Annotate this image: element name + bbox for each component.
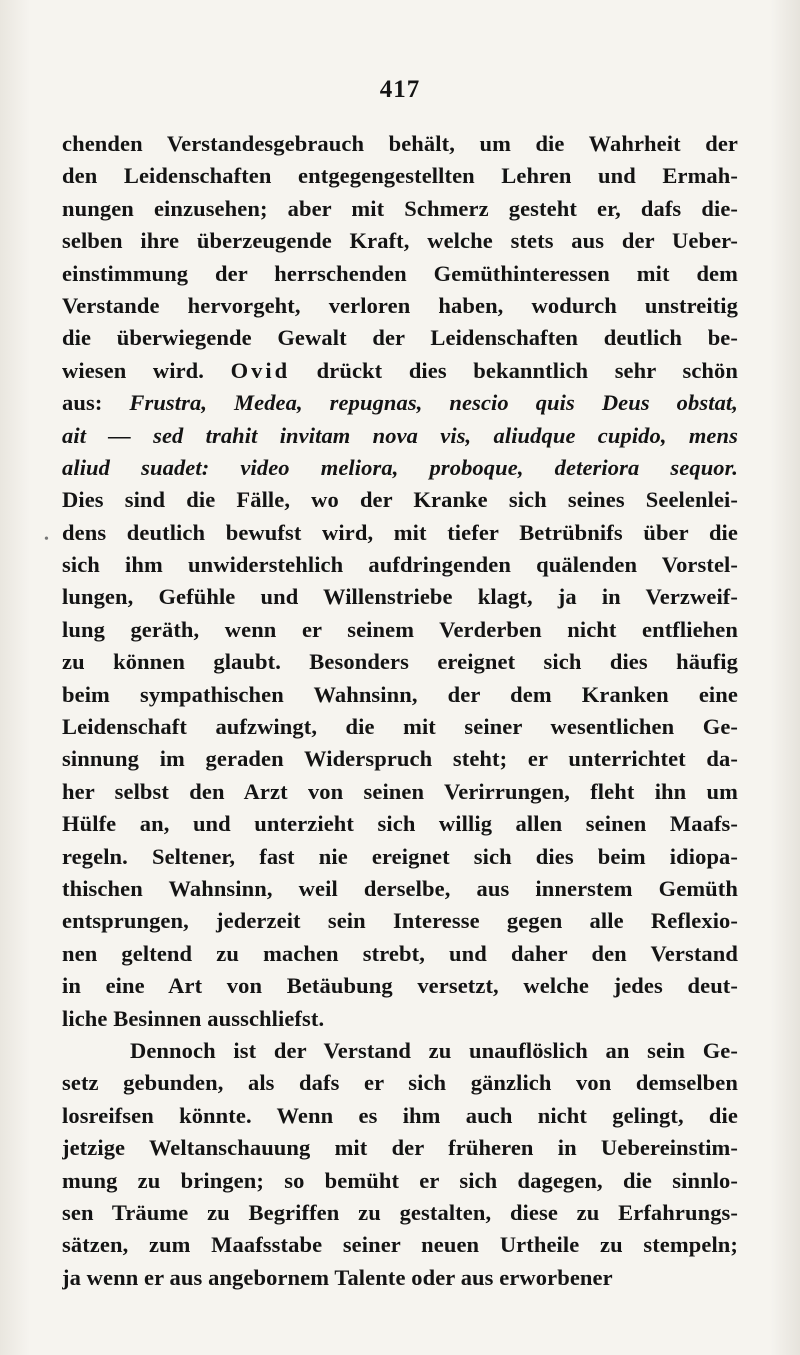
latin-quotation: aliud suadet: video meliora, proboque, deteriora sequor. — [62, 454, 738, 480]
text-run: wiesen wird. — [62, 357, 231, 383]
text-line: ja wenn er aus angebornem Talente oder aus erworbener — [62, 1264, 613, 1290]
text-line — [62, 420, 738, 452]
text-line: zu können glaubt. Besonders ereignet sich dies häufig — [62, 649, 738, 675]
text-line: Dennoch ist der Verstand zu unauflöslich an sein Ge- — [130, 1037, 738, 1063]
text-line: chenden Verstandesgebrauch behält, um die Wahrheit der — [62, 131, 738, 156]
author-name: Ovid — [230, 357, 291, 383]
text-line: sen Träume zu Begriffen zu gestalten, diese zu Erfahrungs- — [62, 1199, 738, 1225]
text-line: lungen, Gefühle und Willenstriebe klagt, ja in Verzweif- — [62, 584, 738, 610]
text-line: einstimmung der herrschenden Gemüthinteressen mit dem — [62, 260, 738, 286]
text-line: Verstande hervorgeht, verloren haben, wodurch unstreitig — [62, 292, 738, 318]
text-line: liche Besinnen ausschliefst. — [62, 1005, 325, 1031]
text-line: sätzen, zum Maafsstabe seiner neuen Urtheile zu stempeln; — [62, 1232, 738, 1258]
text-line: in eine Art von Betäubung versetzt, welche jedes deut- — [62, 973, 738, 999]
text-line: losreifsen könnte. Wenn es ihm auch nicht gelingt, die — [62, 1102, 738, 1128]
text-run: aus: — [62, 390, 130, 416]
text-line — [62, 387, 738, 419]
page-number: 417 — [379, 76, 421, 103]
text-line: setz gebunden, als dafs er sich gänzlich von demselben — [62, 1070, 738, 1096]
text-line: regeln. Seltener, fast nie ereignet sich dies beim idiopa- — [62, 843, 738, 869]
margin-mark: • — [44, 532, 49, 547]
text-line: selben ihre überzeugende Kraft, welche stets aus der Ueber- — [62, 228, 738, 254]
text-line: sinnung im geraden Widerspruch steht; er unterrichtet da- — [62, 746, 738, 772]
text-line: entsprungen, jederzeit sein Interesse gegen alle Reflexio- — [62, 908, 738, 934]
text-line: dens deutlich bewufst wird, mit tiefer Betrübnifs über die — [62, 519, 738, 545]
text-line: Hülfe an, und unterzieht sich willig allen seinen Maafs- — [62, 811, 738, 837]
text-line: Dies sind die Fälle, wo der Kranke sich seines Seelenlei- — [62, 487, 738, 513]
text-line — [62, 452, 738, 484]
text-line: thischen Wahnsinn, weil derselbe, aus innerstem Gemüth — [62, 875, 738, 901]
latin-quotation: Frustra, Medea, repugnas, nescio quis Deus obstat, — [129, 390, 738, 416]
text-line: sich ihm unwiderstehlich aufdringenden quälenden Vorstel- — [62, 552, 738, 578]
latin-quotation: ait — sed trahit invitam nova vis, aliudque cupido, mens — [62, 422, 738, 448]
text-line: beim sympathischen Wahnsinn, der dem Kranken eine — [62, 681, 738, 707]
text-line: Leidenschaft aufzwingt, die mit seiner wesentlichen Ge- — [62, 714, 738, 740]
text-line: jetzige Weltanschauung mit der früheren in Uebereinstim- — [62, 1135, 738, 1161]
text-line: den Leidenschaften entgegengestellten Lehren und Ermah- — [62, 163, 738, 189]
text-run: drückt dies bekanntlich sehr schön — [290, 357, 738, 383]
text-line: nungen einzusehen; aber mit Schmerz gesteht er, dafs die- — [62, 195, 738, 221]
text-line: die überwiegende Gewalt der Leidenschaften deutlich be- — [62, 325, 738, 351]
text-line: mung zu bringen; so bemüht er sich dagegen, die sinnlo- — [62, 1167, 738, 1193]
text-line: her selbst den Arzt von seinen Verirrungen, fleht ihn um — [62, 778, 738, 804]
text-line: lung geräth, wenn er seinem Verderben nicht entfliehen — [62, 616, 738, 642]
body-text — [62, 128, 738, 1294]
text-line — [62, 355, 738, 387]
text-line: nen geltend zu machen strebt, und daher den Verstand — [62, 940, 738, 966]
